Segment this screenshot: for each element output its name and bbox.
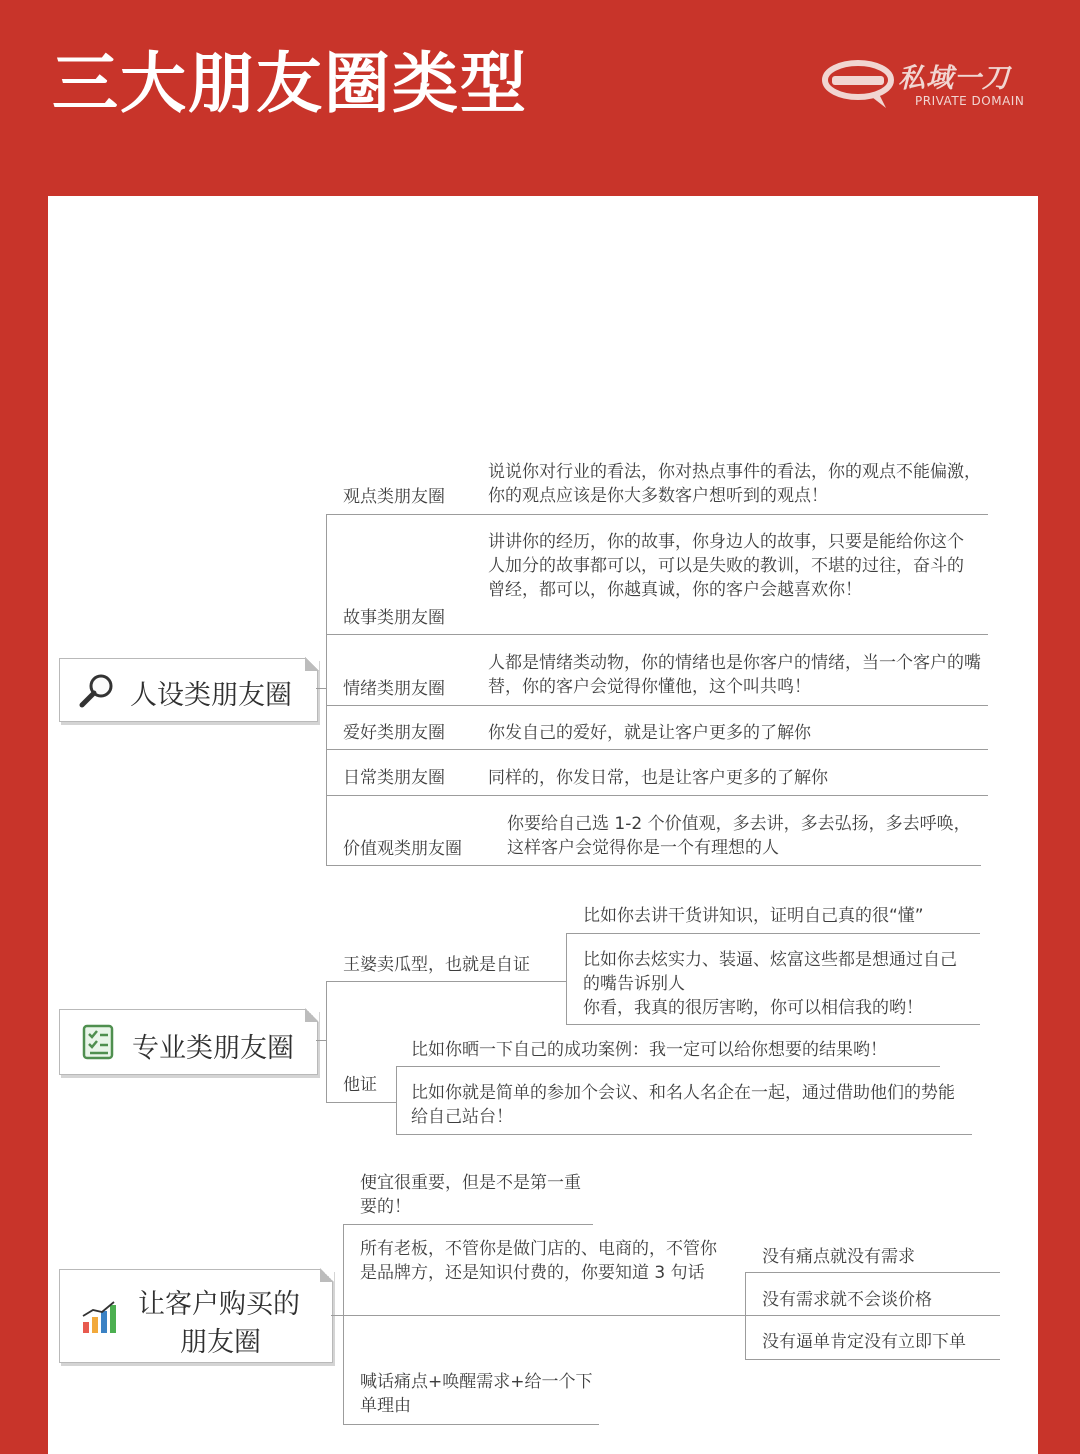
branch-label: 观点类朋友圈	[343, 487, 445, 507]
connector	[326, 981, 327, 1102]
connector	[343, 1315, 745, 1316]
connector	[396, 1066, 397, 1134]
purchase-node-label: 让客户购买的	[138, 1289, 300, 1320]
connector	[326, 514, 327, 865]
checklist-icon	[82, 1024, 116, 1060]
logo-subtitle: PRIVATE DOMAIN	[915, 94, 1025, 108]
group-label: 他证	[343, 1075, 377, 1095]
branch-label: 价值观类朋友圈	[343, 839, 462, 859]
branch-text: 同样的，你发日常，也是让客户更多的了解你	[488, 768, 828, 788]
branch-text: 你要给自己选 1-2 个价值观，多去讲，多去弘扬，多去呼唤，这样客户会觉得你是一个有理想的人	[507, 814, 971, 858]
branch-label: 爱好类朋友圈	[343, 723, 445, 743]
group-item: 比如你晒一下自己的成功案例：我一定可以给你想要的结果哟！	[411, 1040, 887, 1060]
connector	[316, 688, 326, 689]
group-label: 王婆卖瓜型，也就是自证	[343, 955, 530, 975]
group-item: 比如你去炫实力、装逼、炫富这些都是想通过自己的嘴告诉别人 你看，我真的很厉害哟，你可以相信我的哟！	[583, 950, 957, 1018]
brand-logo	[820, 52, 1035, 116]
sentence-text: 没有需求就不会谈价格	[762, 1290, 932, 1310]
mindmap-panel	[48, 196, 1038, 1454]
fold-corner-icon	[305, 657, 319, 671]
branch-label: 故事类朋友圈	[343, 608, 445, 628]
professional-node-label: 专业类朋友圈	[132, 1033, 294, 1064]
connector	[566, 933, 980, 934]
connector	[396, 1066, 940, 1067]
magnifier-icon	[78, 671, 118, 711]
connector	[326, 795, 988, 796]
connector	[343, 1224, 593, 1225]
branch-text: 说说你对行业的看法，你对热点事件的看法，你的观点不能偏激，你的观点应该是你大多数客户想听到的观点！	[488, 462, 981, 506]
purchase-text: 喊话痛点+唤醒需求+给一个下单理由	[360, 1372, 593, 1416]
connector	[745, 1315, 1000, 1316]
branch-label: 情绪类朋友圈	[343, 679, 445, 699]
purchase-text: 所有老板，不管你是做门店的、电商的，不管你是品牌方，还是知识付费的，你要知道 3 句话	[360, 1239, 717, 1283]
page-title: 三大朋友圈类型	[52, 44, 528, 122]
bar-chart-icon	[80, 1300, 118, 1336]
connector	[326, 705, 988, 706]
logo-name: 私域一刀	[898, 63, 1010, 94]
group-item: 比如你去讲干货讲知识，证明自己真的很“懂”	[583, 906, 924, 926]
branch-text: 讲讲你的经历，你的故事，你身边人的故事，只要是能给你这个人加分的故事都可以，可以是失败的教训，不堪的过往，奋斗的曾经，都可以，你越真诚，你的客户会越喜欢你！	[488, 532, 964, 600]
connector	[326, 634, 988, 635]
fold-corner-icon	[305, 1008, 319, 1022]
branch-text: 人都是情绪类动物，你的情绪也是你客户的情绪，当一个客户的嘴替，你的客户会觉得你懂他，这个叫共鸣！	[488, 653, 981, 697]
branch-label: 日常类朋友圈	[343, 768, 445, 788]
sentence-text: 没有痛点就没有需求	[762, 1247, 915, 1267]
sentence-text: 没有逼单肯定没有立即下单	[762, 1332, 966, 1352]
connector	[745, 1272, 1000, 1273]
persona-node[interactable]	[59, 658, 318, 722]
connector	[396, 1134, 972, 1135]
professional-node[interactable]	[59, 1009, 318, 1075]
fold-corner-icon	[320, 1268, 334, 1282]
connector	[326, 981, 566, 982]
purchase-node-label: 朋友圈	[180, 1327, 261, 1358]
branch-text: 你发自己的爱好，就是让客户更多的了解你	[488, 723, 811, 743]
connector	[343, 1224, 344, 1424]
connector	[331, 1315, 343, 1316]
connector	[316, 1040, 326, 1041]
connector	[343, 1424, 599, 1425]
purchase-node[interactable]	[59, 1269, 333, 1363]
purchase-text: 便宜很重要，但是不是第一重要的！	[360, 1173, 581, 1217]
connector	[745, 1359, 1000, 1360]
connector	[326, 514, 988, 515]
connector	[566, 933, 567, 1024]
logo-mark-icon	[822, 58, 894, 112]
connector	[326, 749, 988, 750]
group-item: 比如你就是简单的参加个会议、和名人名企在一起，通过借助他们的势能给自己站台！	[411, 1083, 955, 1127]
persona-node-label: 人设类朋友圈	[130, 680, 292, 711]
connector	[326, 865, 981, 866]
connector	[326, 1102, 396, 1103]
connector	[566, 1024, 980, 1025]
